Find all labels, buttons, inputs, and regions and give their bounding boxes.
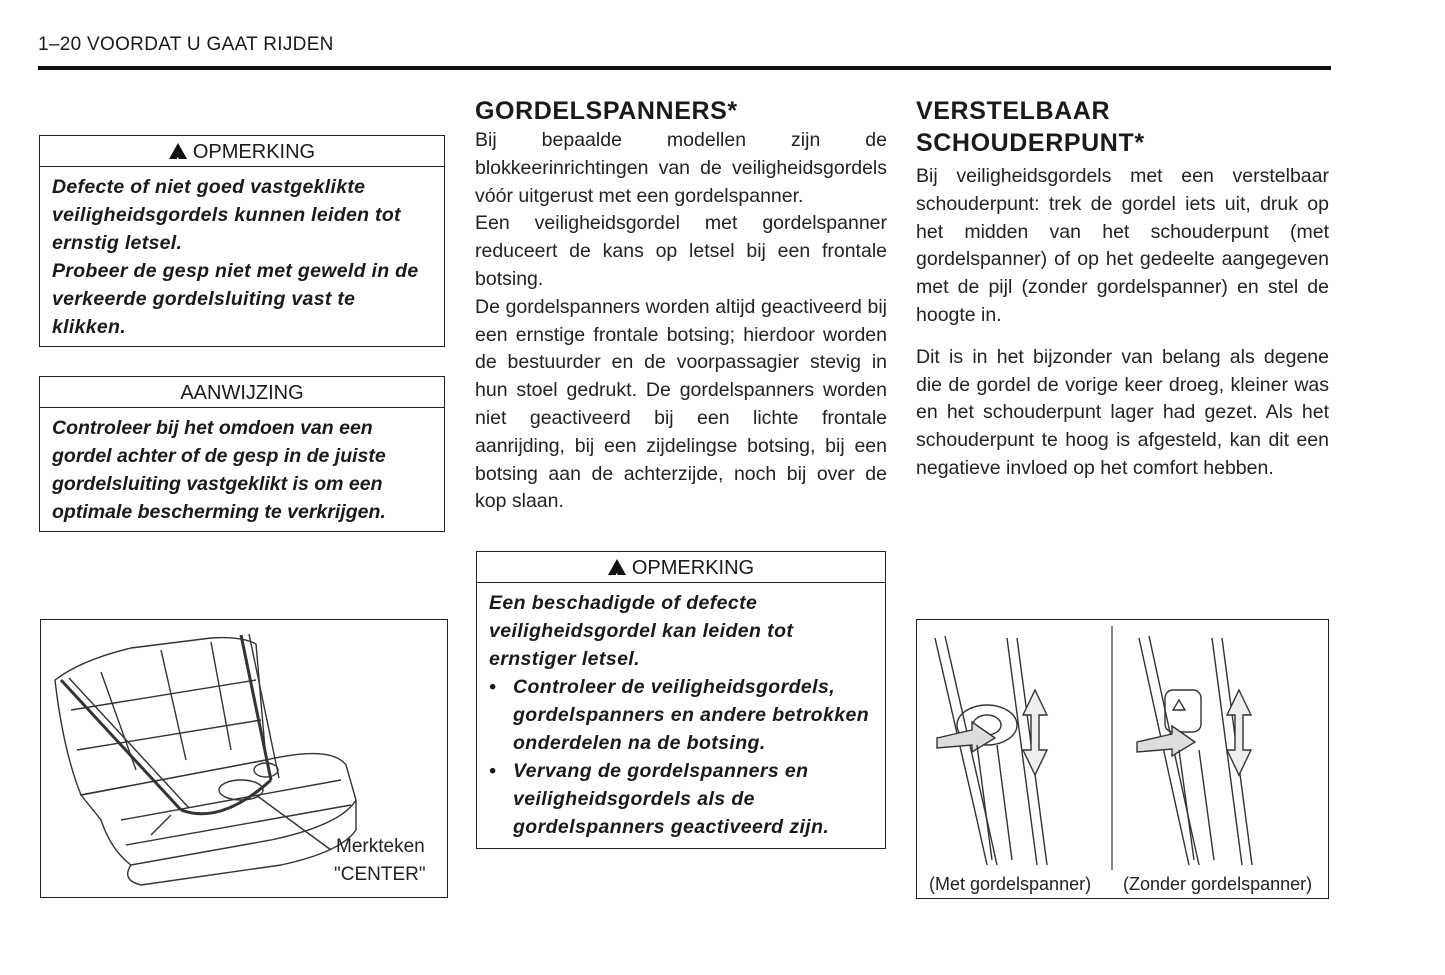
warning-box-body	[477, 583, 885, 847]
body-paragraph: Dit is in het bijzonder van belang als degene die de gordel de vorige keer droeg, kleiner was en het schouderpunt lager had gezet. Als het schouderpunt te hoog is afgesteld, kan dit een negatieve invloed op het comfort hebben.	[916, 345, 1329, 479]
warning-paragraph: Probeer de gesp niet met geweld in de verkeerde gordelsluiting vast te klikken.	[52, 260, 419, 338]
warning-box-body	[40, 167, 444, 347]
list-item: • Controleer de veiligheidsgordels, gordelspanners en andere betrokken onderdelen na de botsing.	[513, 673, 873, 757]
warning-bullet-list	[489, 673, 873, 841]
warning-intro: Een beschadigde of defecte veiligheidsgordel kan leiden tot ernstiger letsel.	[489, 592, 794, 670]
section-heading-line2: SCHOUDERPUNT*	[916, 129, 1145, 157]
body-paragraph: Bij bepaalde modellen zijn de blokkeerinrichtingen van de veiligheidsgordels vóór uitgerust met een gordelspanner.	[475, 129, 887, 207]
caption-with-pretensioner: (Met gordelspanner)	[929, 874, 1092, 894]
warning-box-title	[40, 136, 444, 167]
notice-box-body	[40, 408, 444, 532]
warning-box-seatbelt	[39, 135, 445, 347]
warning-paragraph: Defecte of niet goed vastgeklikte veiligheidsgordels kunnen leiden tot ernstig letsel.	[52, 176, 401, 254]
column-schouderpunt	[916, 95, 1329, 483]
notice-box	[39, 376, 445, 532]
figure-label-line1: Merkteken	[336, 836, 425, 857]
column-gordelspanners	[475, 95, 887, 516]
notice-box-title: AANWIJZING	[40, 377, 444, 408]
warning-title-text: OPMERKING	[192, 141, 316, 163]
figure-label-line2: "CENTER"	[334, 864, 426, 885]
section-heading: GORDELSPANNERS*	[475, 97, 738, 125]
rear-seat-figure	[40, 619, 448, 898]
list-item: • Vervang de gordelspanners en veiligheidsgordels als de gordelspanners geactiveerd zijn.	[513, 757, 873, 841]
shoulder-anchor-illustration	[917, 620, 1330, 900]
page-header: 1–20 VOORDAT U GAAT RIJDEN	[38, 34, 334, 55]
body-paragraph: Een veiligheidsgordel met gordelspanner reduceert de kans op letsel bij een frontale botsing.	[475, 212, 887, 290]
warning-icon: !	[608, 559, 626, 575]
warning-title-text: OPMERKING	[631, 557, 755, 579]
warning-box-pretensioner	[476, 551, 886, 849]
header-rule	[38, 66, 1331, 70]
notice-text: Controleer bij het omdoen van een gordel achter of de gesp in de juiste gordelsluiting vastgeklikt is om een optimale bescherming te verkrijgen.	[52, 417, 386, 523]
warning-box-title	[477, 552, 885, 583]
caption-without-pretensioner: (Zonder gordelspanner)	[1123, 874, 1313, 894]
warning-icon: !	[169, 143, 187, 159]
body-paragraph: Bij veiligheidsgordels met een verstelbaar schouderpunt: trek de gordel iets uit, druk op het midden van het schouderpunt (met gordelspanner) of op het gedeelte aangegeven met de pijl (zonder gordelspanner) en stel de hoogte in.	[916, 165, 1329, 326]
body-paragraph: De gordelspanners worden altijd geactiveerd bij een ernstige frontale botsing; hierdoor worden de bestuurder en de voorpassagier stevig in hun stoel gedrukt. De gordelspanners worden niet geactiveerd bij een lichte frontale aanrijding, bij een zijdelingse botsing, bij een botsing aan de achterzijde, noch bij over de kop slaan.	[475, 295, 887, 513]
section-heading-line1: VERSTELBAAR	[916, 97, 1111, 125]
shoulder-anchor-figure	[916, 619, 1329, 899]
